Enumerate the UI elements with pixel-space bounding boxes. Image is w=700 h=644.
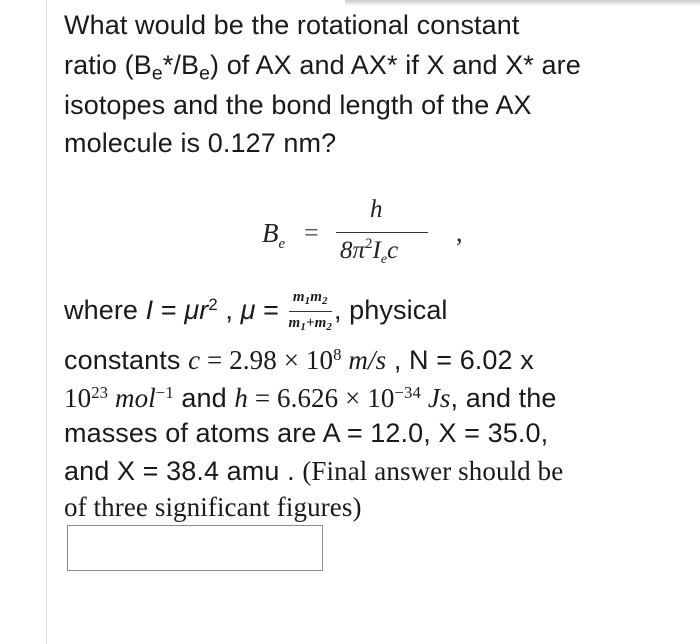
formula-denominator — [340, 236, 398, 268]
den-c: c — [387, 237, 399, 264]
n-unit-exponent: −1 — [155, 383, 174, 402]
and-text: and — [173, 383, 235, 414]
den-8pi: 8π — [340, 237, 366, 264]
fd-m2: m — [314, 315, 327, 332]
masses-line: masses of atoms are A = 12.0, X = 35.0, — [64, 418, 549, 448]
formula-equals: = — [304, 218, 319, 247]
c-value: = 2.98 × 10 — [200, 345, 334, 376]
where-eq-2: = — [255, 295, 287, 326]
and-the-text: , and the — [450, 383, 557, 414]
constants-text: constants — [64, 345, 189, 376]
den-sup: 2 — [365, 236, 373, 252]
question-line-4: molecule is 0.127 nm? — [64, 128, 337, 158]
n-value: , N = 6.02 x — [386, 345, 534, 376]
where-r: r — [199, 295, 209, 326]
formula-b-sub: e — [278, 236, 286, 252]
n-base: 10 — [64, 383, 92, 414]
fd-s2: 2 — [326, 321, 332, 334]
where-r-sup: 2 — [208, 295, 218, 314]
where-physical: , physical — [333, 295, 448, 326]
rotational-constant-formula — [256, 196, 516, 276]
formula-fraction-bar — [336, 232, 428, 233]
answer-input[interactable] — [67, 525, 323, 571]
fn-m2: m — [310, 289, 323, 306]
c-symbol: c — [188, 345, 201, 376]
fn-s1: 1 — [304, 295, 311, 308]
final-line: of three significant figures) — [64, 492, 362, 522]
n-exponent: 23 — [91, 383, 109, 402]
den-sub: e — [380, 252, 388, 267]
where-mu-2: μ — [240, 295, 256, 326]
reduced-mass-denominator — [289, 312, 332, 335]
formula-lhs — [262, 218, 285, 253]
where-comma: , — [217, 295, 241, 326]
x-star-mass: and X = 38.4 amu . — [64, 456, 303, 486]
h-value: = 6.626 × 10 — [247, 383, 395, 414]
h-exponent: −34 — [394, 383, 421, 402]
h-symbol: h — [234, 383, 248, 414]
fd-m1: m — [288, 315, 301, 332]
formula-comma: , — [456, 218, 463, 247]
q2-text-a: ratio (B — [64, 50, 152, 80]
fn-m1: m — [292, 289, 305, 306]
h-unit: Js — [420, 383, 451, 414]
question-line-3: isotopes and the bond length of the AX — [64, 90, 532, 120]
where-text: where — [64, 295, 146, 326]
where-line — [64, 286, 448, 335]
reduced-mass-fraction — [289, 289, 332, 335]
fd-s1: 1 — [300, 321, 306, 334]
fn-s2: 2 — [322, 295, 328, 308]
constants-line — [64, 336, 534, 379]
where-eq-1: = — [153, 295, 185, 326]
final-answer-note: (Final answer should be — [302, 456, 564, 486]
last-line — [64, 452, 563, 490]
q2-text-c: ) of AX and AX* if X and X* are — [210, 50, 581, 80]
fd-plus: + — [305, 315, 315, 332]
where-mu-1: μ — [184, 295, 200, 326]
c-exponent: 8 — [333, 345, 342, 364]
formula-numerator: h — [370, 196, 383, 223]
q2-text-b: */B — [162, 50, 200, 80]
question-line-1: What would be the rotational constant — [64, 10, 520, 40]
reduced-mass-numerator — [289, 289, 332, 312]
n-unit: mol — [108, 383, 156, 414]
formula-b-symbol: B — [262, 218, 279, 248]
q2-sub-1: e — [151, 62, 163, 85]
q2-sub-2: e — [199, 62, 210, 85]
den-i: I — [372, 237, 381, 264]
where-i: I — [145, 295, 154, 326]
avogadro-line — [64, 374, 557, 417]
c-unit: m/s — [341, 345, 387, 376]
